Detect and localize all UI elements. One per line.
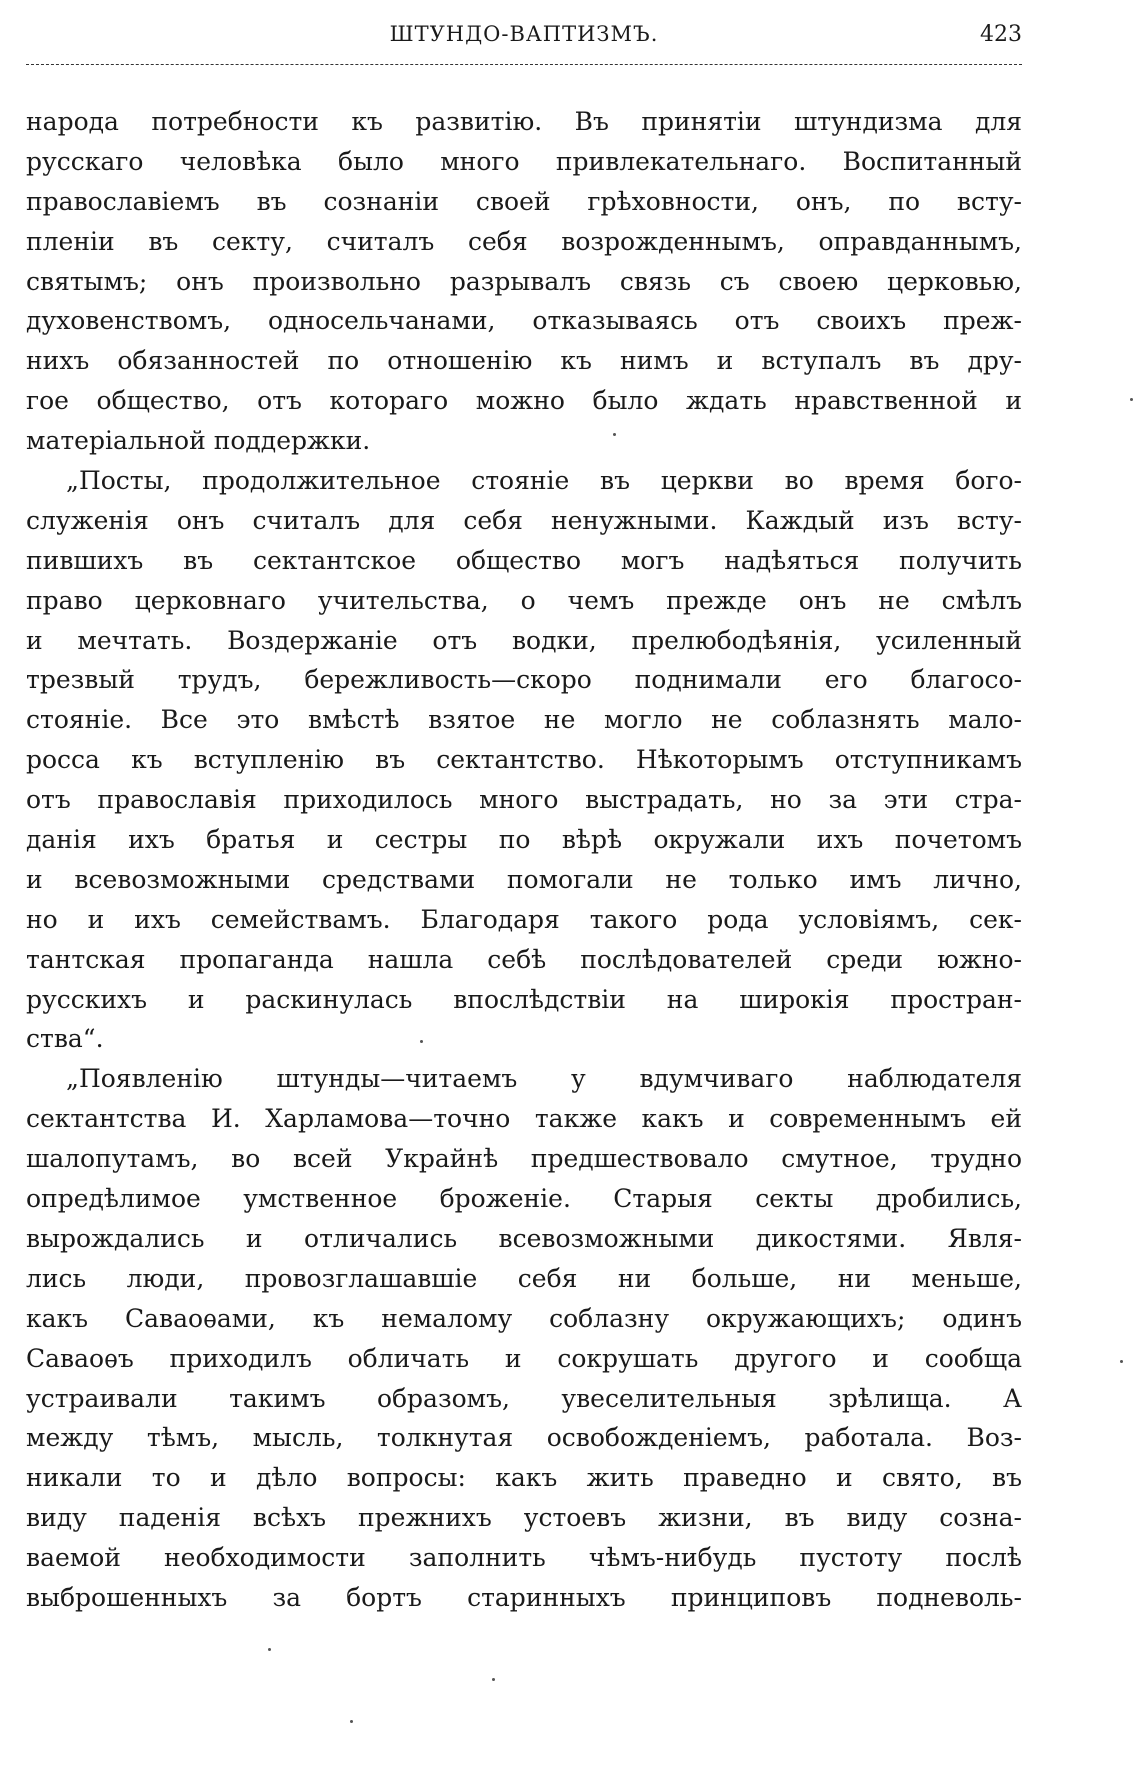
running-title: ШТУНДО-ВАПТИЗМЪ. [389, 22, 659, 46]
header-rule [26, 64, 1022, 65]
text-line: православiемъ въ сознанiи своей грѣховности, онъ, по всту- [26, 186, 1022, 216]
text-line: опредѣлимое умственное броженiе. Старыя секты дробились, [26, 1184, 1022, 1214]
text-line: пившихъ въ сектантское общество могъ надѣяться получить [26, 545, 1022, 575]
text-line: росса къ вступленiю въ сектантство. Нѣкоторымъ отступникамъ [26, 745, 1022, 775]
text-line: отъ православiя приходилось много выстрадать, но за эти стра- [26, 785, 1022, 815]
text-line: русскаго человѣка было много привлекательнаго. Воспитанный [26, 146, 1022, 176]
scan-speck [350, 1720, 353, 1723]
text-line: и мечтать. Воздержанiе отъ водки, прелюбодѣянiя, усиленный [26, 625, 1022, 655]
text-line: вырождались и отличались всевозможными дикостями. Явля- [26, 1223, 1022, 1253]
text-line: „Появленiю штунды—читаемъ у вдумчиваго наблюдателя [66, 1064, 1022, 1094]
text-line: шалопутамъ, во всей Украйнѣ предшествовало смутное, трудно [26, 1144, 1022, 1174]
text-line: русскихъ и раскинулась впослѣдствiи на широкiя простран- [26, 984, 1022, 1014]
text-line: лись люди, провозглашавшiе себя ни больше, ни меньше, [26, 1263, 1022, 1293]
text-line: ваемой необходимости заполнить чѣмъ-нибудь пустоту послѣ [26, 1543, 1022, 1573]
text-line: между тѣмъ, мысль, толкнутая освобожденiемъ, работала. Воз- [26, 1423, 1022, 1453]
text-line: „Посты, продолжительное стоянiе въ церкви во время бого- [66, 466, 1022, 496]
text-line: гое общество, отъ котораго можно было ждать нравственной и [26, 386, 1022, 416]
text-line: нихъ обязанностей по отношенiю къ нимъ и вступалъ въ дру- [26, 346, 1022, 376]
scan-speck [1130, 398, 1133, 401]
text-line: народа потребности къ развитiю. Въ принятiи штундизма для [26, 107, 1022, 136]
scan-speck [268, 1648, 271, 1651]
text-line: право церковнаго учительства, о чемъ прежде онъ не смѣлъ [26, 585, 1022, 615]
text-line: матерiальной поддержки. [26, 426, 371, 456]
scan-speck [1120, 1360, 1123, 1363]
text-line: стоянiе. Все это вмѣстѣ взятое не могло не соблазнять мало- [26, 705, 1022, 735]
text-line: Саваоѳъ приходилъ обличать и сокрушать другого и сообща [26, 1343, 1022, 1373]
paragraph [26, 102, 1022, 461]
text-line: виду паденiя всѣхъ прежнихъ устоевъ жизни, въ виду созна- [26, 1503, 1022, 1533]
scan-speck [613, 433, 616, 436]
text-line: устраивали такимъ образомъ, увеселительныя зрѣлища. А [26, 1383, 1022, 1413]
paragraph [26, 461, 1022, 1059]
scan-speck [420, 1040, 423, 1043]
text-line: какъ Саваоѳами, къ немалому соблазну окружающихъ; одинъ [26, 1303, 1022, 1333]
text-line: но и ихъ семействамъ. Благодаря такого рода условiямъ, сек- [26, 904, 1022, 934]
text-line: сектантства И. Харламова—точно также какъ и современнымъ ей [26, 1104, 1022, 1134]
text-line: выброшенныхъ за бортъ старинныхъ принциповъ подневоль- [26, 1582, 1022, 1612]
text-line: никали то и дѣло вопросы: какъ жить праведно и свято, въ [26, 1463, 1022, 1493]
text-line: трезвый трудъ, бережливость—скоро поднимали его благосо- [26, 665, 1022, 695]
scan-speck [492, 1678, 495, 1681]
text-line: духовенствомъ, односельчанами, отказываясь отъ своихъ преж- [26, 306, 1022, 336]
text-line: пленiи въ секту, считалъ себя возрожденнымъ, оправданнымъ, [26, 226, 1022, 256]
running-head [26, 18, 1022, 58]
page-number: 423 [980, 22, 1022, 47]
text-line: служенiя онъ считалъ для себя ненужными. Каждый изъ всту- [26, 505, 1022, 535]
paragraph [26, 1059, 1022, 1617]
body-text [26, 102, 1022, 1618]
text-line: данiя ихъ братья и сестры по вѣрѣ окружали ихъ почетомъ [26, 825, 1022, 855]
text-line: и всевозможными средствами помогали не только имъ лично, [26, 864, 1022, 894]
text-line: ства“. [26, 1024, 104, 1054]
text-line: тантская пропаганда нашла себѣ послѣдователей среди южно- [26, 944, 1022, 974]
text-line: святымъ; онъ произвольно разрывалъ связь съ своею церковью, [26, 266, 1022, 296]
